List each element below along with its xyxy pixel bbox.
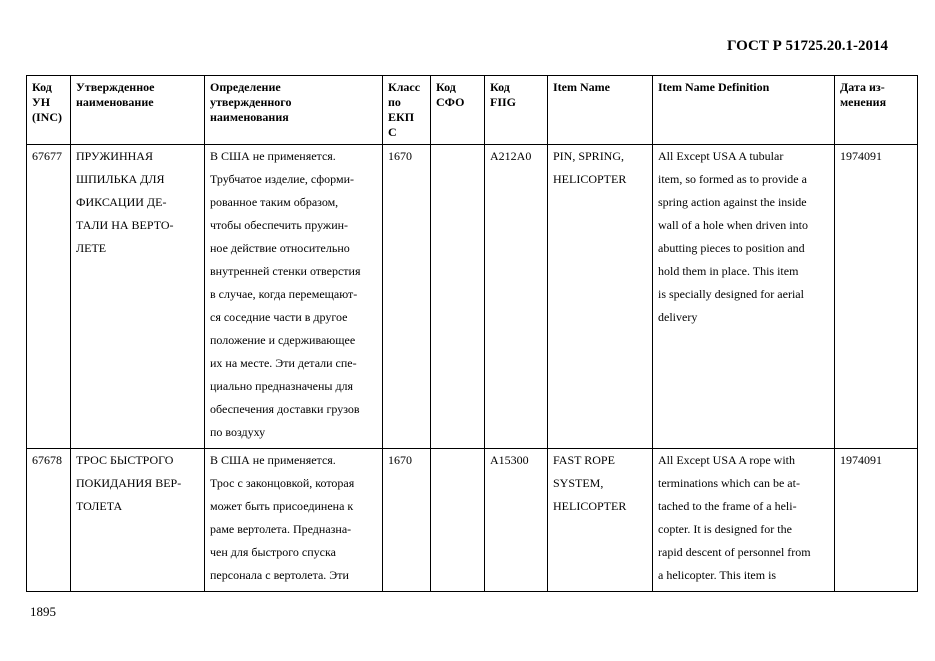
cell-item-name-definition: All Except USA A rope with terminations which can be at- tached to the frame of a heli- copter. It is designed for the rapid descent of personnel from a helicopter. This item is (653, 449, 835, 592)
cell-item-name: PIN, SPRING, HELICOPTER (548, 145, 653, 449)
header-code-un: Код УН (INC) (27, 76, 71, 145)
header-item-name: Item Name (548, 76, 653, 145)
table-row (27, 449, 918, 592)
header-item-name-definition: Item Name Definition (653, 76, 835, 145)
cell-code-sfo (431, 449, 485, 592)
cell-change-date: 1974091 (835, 145, 918, 449)
cell-approved-name: ПРУЖИННАЯ ШПИЛЬКА ДЛЯ ФИКСАЦИИ ДЕ- ТАЛИ НА ВЕРТО- ЛЕТЕ (71, 145, 205, 449)
cell-code-fiig: A212A0 (485, 145, 548, 449)
cell-item-name: FAST ROPE SYSTEM, HELICOPTER (548, 449, 653, 592)
table-row (27, 145, 918, 449)
cell-code-sfo (431, 145, 485, 449)
header-approved-name: Утвержденное наименование (71, 76, 205, 145)
cell-class-ekps: 1670 (383, 145, 431, 449)
header-definition: Определение утвержденного наименования (205, 76, 383, 145)
header-class-ekps: Класс по ЕКП С (383, 76, 431, 145)
cell-definition: В США не применяется. Трубчатое изделие, сформи- рованное таким образом, чтобы обеспечить пружин- ное действие относительно внутренней стенки отверстия в случае, когда перемещают- ся соседние части в другое положение и сдерживающее их на месте. Эти детали спе- циально предназначены для обеспечения доставки грузов по воздуху (205, 145, 383, 449)
document-standard-number: ГОСТ Р 51725.20.1-2014 (726, 38, 888, 54)
cell-item-name-definition: All Except USA A tubular item, so formed as to provide a spring action against the inside wall of a hole when driven into abutting pieces to position and hold them in place. This item is specially designed for aerial delivery (653, 145, 835, 449)
cell-code-un: 67678 (27, 449, 71, 592)
cell-change-date: 1974091 (835, 449, 918, 592)
header-code-sfo: Код СФО (431, 76, 485, 145)
cell-approved-name: ТРОС БЫСТРОГО ПОКИДАНИЯ ВЕР- ТОЛЕТА (71, 449, 205, 592)
header-code-fiig: Код FIIG (485, 76, 548, 145)
cell-definition: В США не применяется. Трос с законцовкой, которая может быть присоединена к раме вертолета. Предназна- чен для быстрого спуска персонала с вертолета. Эти (205, 449, 383, 592)
header-change-date: Дата из- менения (835, 76, 918, 145)
nomenclature-table (26, 75, 918, 592)
cell-class-ekps: 1670 (383, 449, 431, 592)
cell-code-fiig: A15300 (485, 449, 548, 592)
table-header-row (27, 76, 918, 145)
cell-code-un: 67677 (27, 145, 71, 449)
page-number: 1895 (30, 604, 56, 619)
